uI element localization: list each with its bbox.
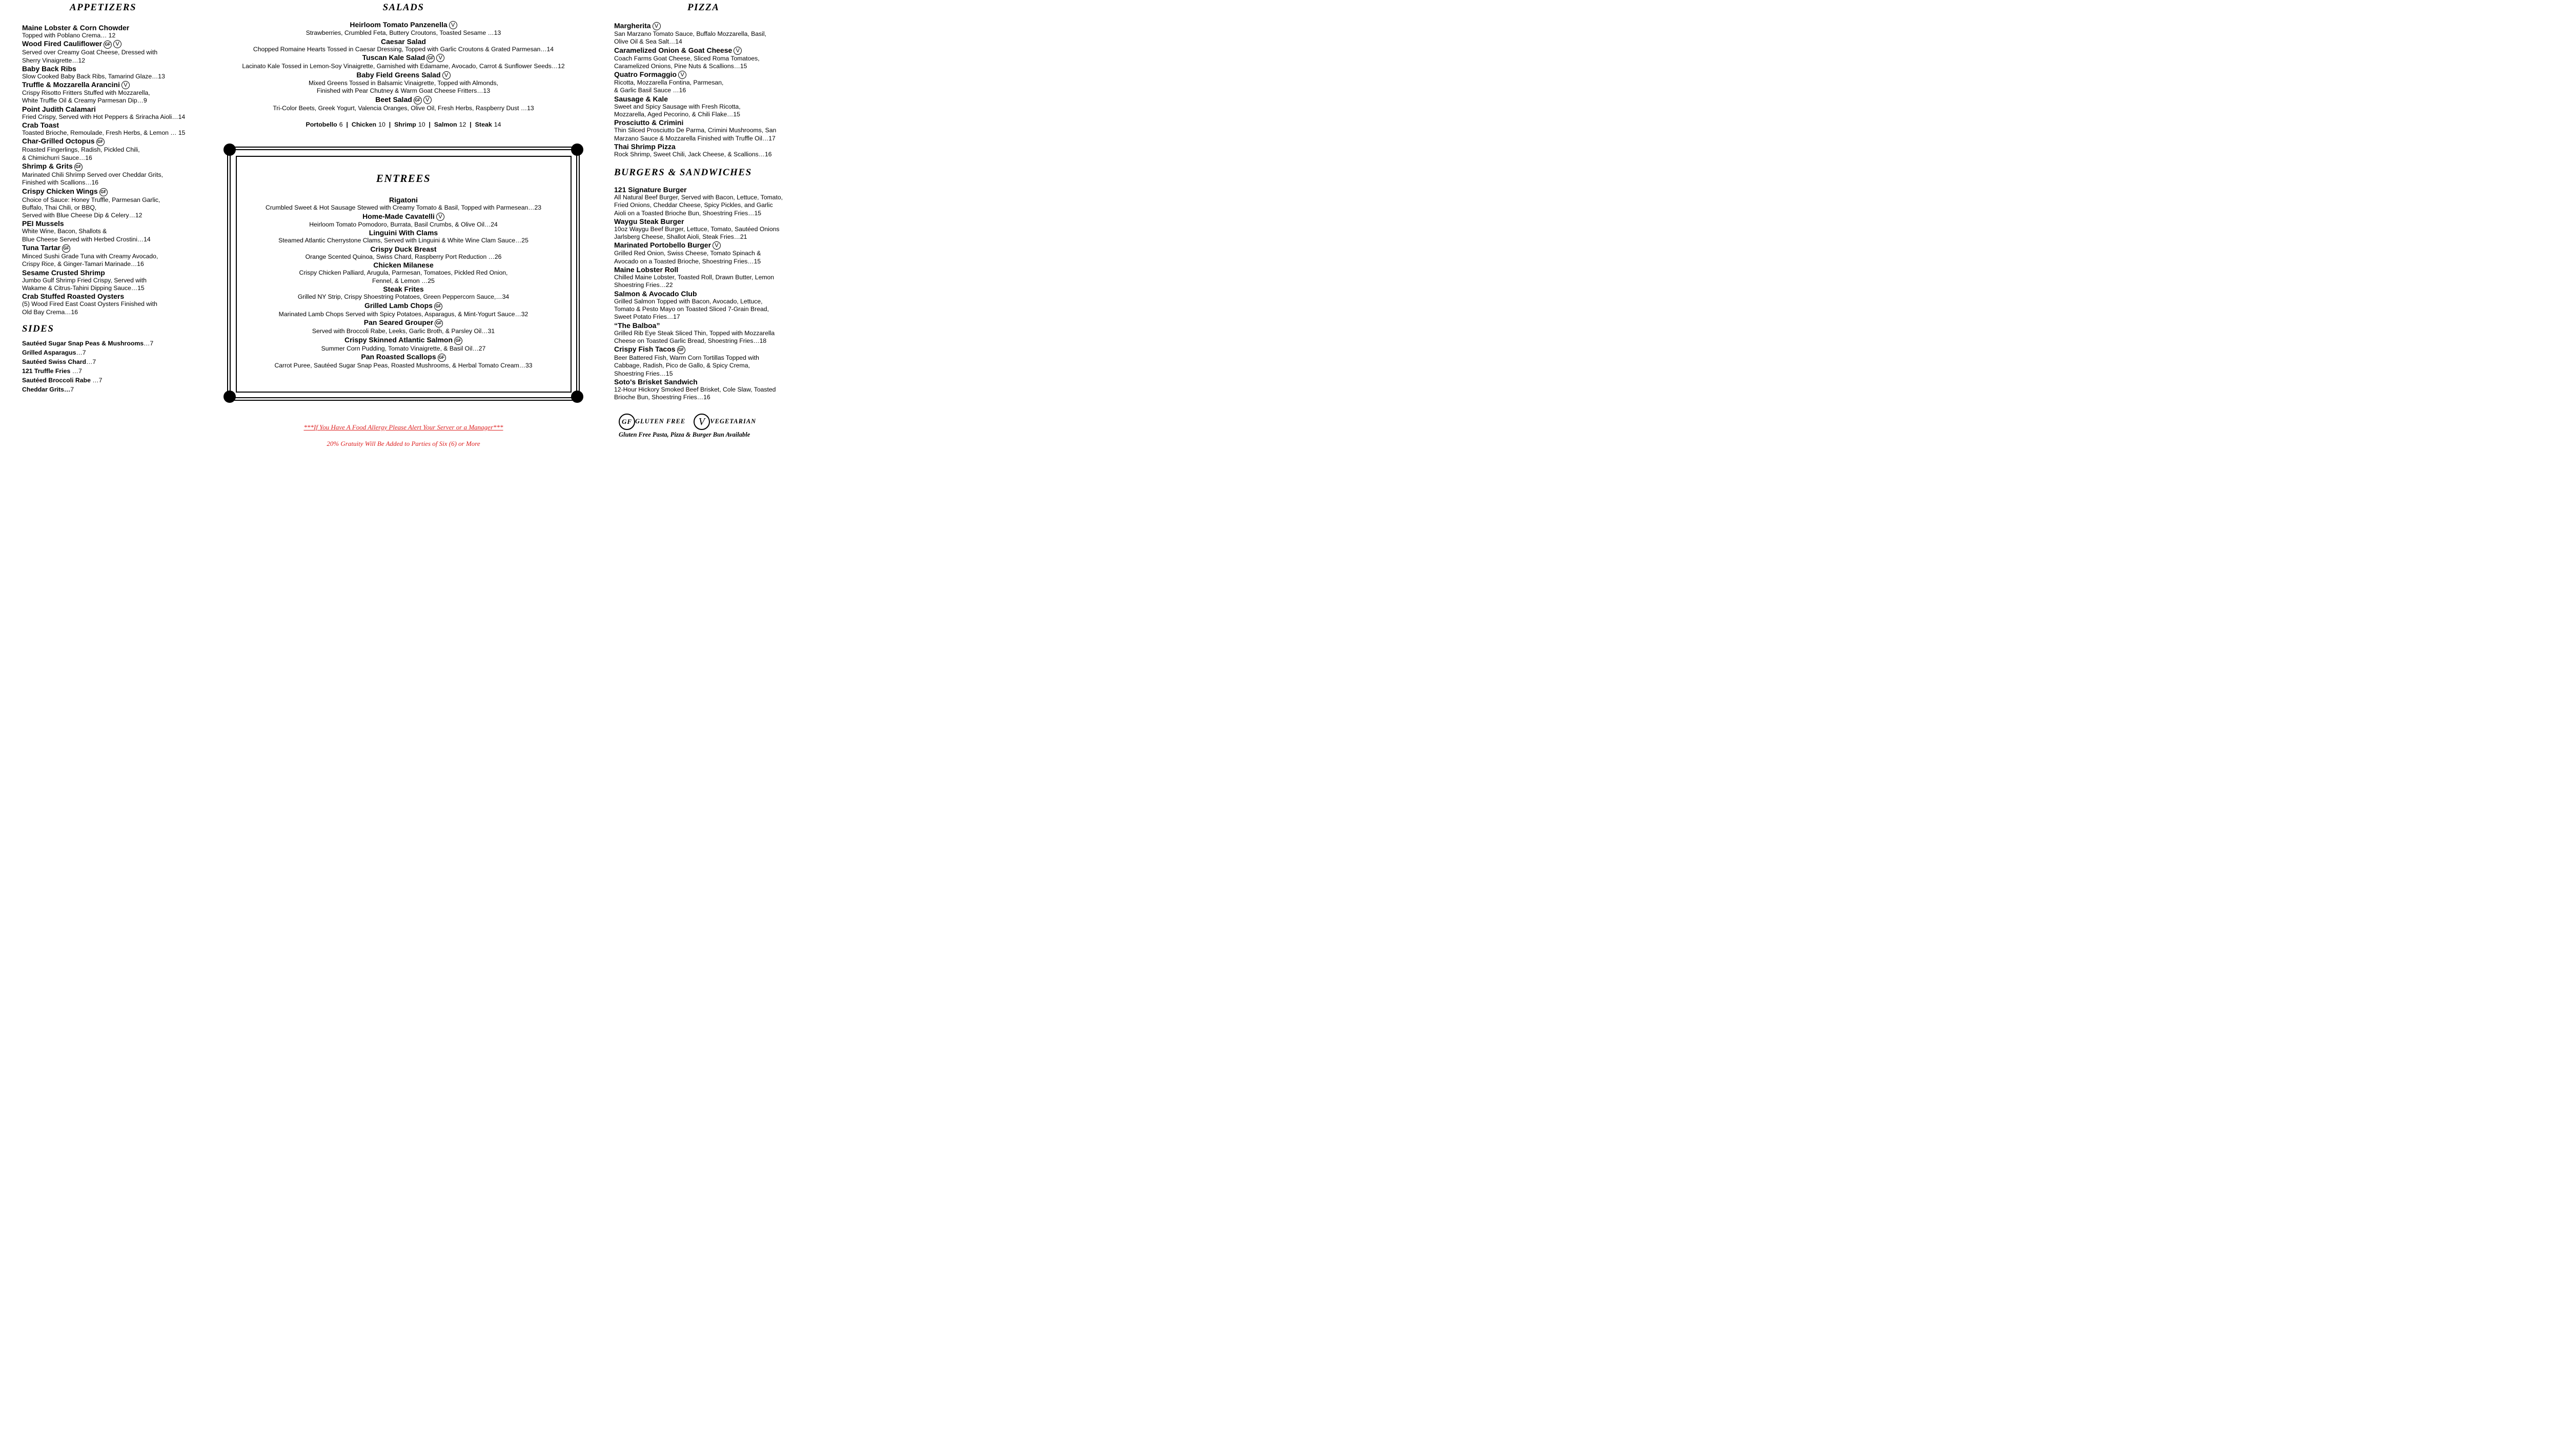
side-item-price: …7	[92, 377, 103, 384]
menu-item	[22, 243, 199, 269]
menu-item-description: Mixed Greens Tossed in Balsamic Vinaigrette, Topped with Almonds, Finished with Pear Chutney & Warm Goat Cheese Fritters…13	[309, 79, 498, 94]
addon-name: Salmon	[434, 121, 457, 128]
menu-item-name: Tuscan Kale Salad	[362, 53, 425, 61]
menu-item-name: Crispy Chicken Wings	[22, 187, 98, 195]
menu-item-description: All Natural Beef Burger, Served with Bacon, Lettuce, Tomato, Fried Onions, Cheddar Cheese, Spicy Pickles, and Garlic Aioli on a Toasted Brioche Bun, Shoestring Fries…15	[614, 194, 783, 217]
menu-item	[227, 285, 580, 301]
menu-item-description: (5) Wood Fired East Coast Oysters Finished with Old Bay Crema…16	[22, 300, 157, 316]
menu-item-name: Wood Fired Cauliflower	[22, 39, 103, 48]
menu-item-name: Caramelized Onion & Goat Cheese	[614, 46, 733, 54]
menu-item-description: Rock Shrimp, Sweet Chili, Jack Cheese, & Scallions…16	[614, 150, 772, 158]
menu-item	[614, 217, 796, 241]
side-item-price: …7	[76, 349, 86, 356]
pizza-list	[614, 22, 796, 158]
menu-item-description: Heirloom Tomato Pomodoro, Burrata, Basil Crumbs, & Olive Oil…24	[309, 220, 498, 228]
vegetarian-icon: V	[442, 71, 451, 79]
vegetarian-icon: V	[678, 71, 686, 79]
pizza-title: PIZZA	[687, 2, 720, 13]
menu-item-description: Beer Battered Fish, Warm Corn Tortillas Topped with Cabbage, Radish, Pico de Gallo, & Spicy Crema, Shoestring Fries…15	[614, 354, 759, 377]
menu-item-description: Choice of Sauce: Honey Truffle, Parmesan Garlic, Buffalo, Thai Chili, or BBQ, Served with Blue Cheese Dip & Celery…12	[22, 196, 160, 219]
menu-item-description: Crumbled Sweet & Hot Sausage Stewed with Creamy Tomato & Basil, Topped with Parmesean…23	[265, 204, 542, 211]
menu-item-name: Rigatoni	[389, 196, 418, 204]
menu-item-description: Marinated Lamb Chops Served with Spicy Potatoes, Asparagus, & Mint-Yogurt Sauce…32	[278, 310, 528, 318]
menu-item-description: Grilled Red Onion, Swiss Cheese, Tomato Spinach & Avocado on a Toasted Brioche, Shoestring Fries…15	[614, 250, 761, 265]
menu-item-name: Crab Stuffed Roasted Oysters	[22, 292, 125, 301]
menu-item-description: 10oz Waygu Beef Burger, Lettuce, Tomato, Sautéed Onions Jarlsberg Cheese, Shallot Aioli, Steak Fries…21	[614, 225, 780, 241]
menu-item-description: Carrot Puree, Sautéed Sugar Snap Peas, Roasted Mushrooms, & Herbal Tomato Cream…33	[274, 362, 533, 369]
menu-item	[614, 46, 796, 71]
frame-corner-ornament	[571, 143, 583, 156]
vegetarian-icon: V	[713, 241, 721, 250]
gluten-free-icon: GF	[438, 354, 446, 362]
menu-item	[614, 241, 796, 265]
menu-item-name: Pan Roasted Scallops	[361, 353, 436, 361]
appetizers-title: APPETIZERS	[70, 2, 137, 13]
menu-item	[227, 229, 580, 245]
side-item-name: Grilled Asparagus	[22, 349, 76, 356]
menu-item-name: Baby Back Ribs	[22, 64, 76, 73]
addon-name: Chicken	[351, 121, 377, 128]
gluten-free-icon: GF	[104, 40, 112, 49]
menu-item-description: Orange Scented Quinoa, Swiss Chard, Raspberry Port Reduction …26	[305, 253, 502, 260]
entrees-list	[227, 196, 580, 370]
addon-separator: |	[466, 121, 475, 128]
salads-title: SALADS	[382, 2, 424, 13]
side-item-price: 7	[70, 386, 74, 393]
gluten-free-icon: GF	[677, 346, 685, 354]
frame-corner-ornament	[223, 391, 236, 403]
menu-item	[614, 70, 796, 95]
menu-item-description: Minced Sushi Grade Tuna with Creamy Avocado, Crispy Rice, & Ginger-Tamari Marinade…16	[22, 253, 158, 268]
menu-item	[227, 245, 580, 261]
menu-item	[614, 186, 796, 217]
burgers-list	[614, 186, 796, 402]
menu-item-name: Chicken Milanese	[373, 261, 434, 269]
menu-item	[614, 118, 796, 142]
salads-list	[226, 20, 581, 112]
menu-item-name: Truffle & Mozzarella Arancini	[22, 80, 120, 89]
menu-item-name: Quatro Formaggio	[614, 70, 677, 79]
menu-item-description: Strawberries, Crumbled Feta, Buttery Croutons, Toasted Sesame …13	[306, 29, 501, 36]
gluten-free-note: Gluten Free Pasta, Pizza & Burger Bun Available	[619, 431, 750, 438]
gluten-free-icon: GF	[426, 54, 435, 63]
menu-item-name: Crab Toast	[22, 121, 59, 130]
vegetarian-icon: V	[423, 96, 432, 104]
menu-item-description: Summer Corn Pudding, Tomato Vinaigrette, & Basil Oil…27	[321, 344, 486, 352]
menu-item-name: Thai Shrimp Pizza	[614, 142, 676, 151]
menu-item-name: Tuna Tartar	[22, 243, 60, 252]
menu-item	[614, 265, 796, 290]
legend	[619, 414, 788, 439]
menu-item	[22, 162, 199, 187]
side-item	[22, 348, 199, 357]
sides-title: SIDES	[22, 323, 54, 334]
addon-name: Shrimp	[394, 121, 416, 128]
burgers-title: BURGERS & SANDWICHES	[614, 167, 752, 178]
gluten-free-icon: GF	[435, 319, 443, 327]
side-item-name: 121 Truffle Fries	[22, 367, 72, 375]
appetizers-list	[22, 24, 199, 316]
gluten-free-icon: GF	[74, 163, 83, 171]
menu-item	[614, 95, 796, 119]
side-item-price: …7	[144, 340, 154, 347]
menu-item-name: PEI Mussels	[22, 219, 64, 228]
menu-item-description: Crispy Risotto Fritters Stuffed with Mozzarella, White Truffle Oil & Creamy Parmesan Dip…9	[22, 89, 150, 105]
menu-item-name: Caesar Salad	[381, 37, 426, 46]
vegetarian-icon: V	[121, 81, 130, 89]
menu-item-description: Ricotta, Mozzarella Fontina, Parmesan, & Garlic Basil Sauce …16	[614, 79, 724, 94]
addon-price: 12	[459, 121, 466, 128]
addon-separator: |	[425, 121, 434, 128]
menu-item-description: Served with Broccoli Rabe, Leeks, Garlic Broth, & Parsley Oil…31	[312, 327, 495, 335]
menu-item-name: Beet Salad	[375, 95, 412, 104]
menu-item	[226, 95, 581, 113]
menu-item-name: Grilled Lamb Chops	[364, 301, 433, 310]
menu-item	[226, 37, 581, 54]
menu-item-name: Prosciutto & Crimini	[614, 118, 684, 127]
menu-item-description: Toasted Brioche, Remoulade, Fresh Herbs, & Lemon … 15	[22, 129, 186, 137]
menu-item	[22, 121, 199, 137]
gluten-free-icon: GF	[99, 188, 108, 196]
menu-item	[227, 261, 580, 285]
menu-item-description: Crispy Chicken Palliard, Arugula, Parmesan, Tomatoes, Pickled Red Onion, Fennel, & Lemon …25	[299, 269, 508, 284]
menu-item-description: 12-Hour Hickory Smoked Beef Brisket, Cole Slaw, Toasted Brioche Bun, Shoestring Fries…16	[614, 386, 776, 401]
menu-item	[22, 80, 199, 105]
menu-item-description: Chopped Romaine Hearts Tossed in Caesar Dressing, Topped with Garlic Croutons & Grated Parmesan…14	[253, 45, 554, 53]
menu-item	[227, 336, 580, 353]
menu-item-name: Baby Field Greens Salad	[356, 70, 441, 79]
menu-item	[614, 290, 796, 321]
gluten-free-label: GLUTEN FREE	[635, 417, 686, 425]
addon-separator: |	[385, 121, 395, 128]
side-item-name: Sautéed Sugar Snap Peas & Mushrooms	[22, 340, 144, 347]
vegetarian-icon: V	[113, 40, 121, 48]
menu-item-description: Topped with Poblano Crema… 12	[22, 32, 116, 39]
menu-item-description: Tri-Color Beets, Greek Yogurt, Valencia Oranges, Olive Oil, Fresh Herbs, Raspberry Dust …13	[273, 104, 534, 112]
menu-item-name: Sausage & Kale	[614, 94, 668, 103]
menu-item-description: White Wine, Bacon, Shallots & Blue Cheese Served with Herbed Crostini…14	[22, 228, 151, 243]
addon-name: Portobello	[306, 121, 337, 128]
side-item-name: Sautéed Swiss Chard	[22, 358, 87, 365]
menu-item	[614, 321, 796, 345]
addon-name: Steak	[475, 121, 492, 128]
vegetarian-icon: V	[734, 47, 742, 55]
salad-addons	[226, 121, 581, 128]
addon-price: 14	[494, 121, 501, 128]
menu-item	[22, 292, 199, 316]
gluten-free-icon: GF	[96, 138, 105, 146]
addon-price: 10	[418, 121, 425, 128]
menu-item-name: Heirloom Tomato Panzenella	[350, 20, 447, 29]
frame-corner-ornament	[223, 143, 236, 156]
menu-item	[227, 196, 580, 212]
menu-item-name: Maine Lobster Roll	[614, 265, 679, 274]
vegetarian-icon: V	[449, 21, 457, 29]
menu-item	[226, 71, 581, 95]
menu-item-name: Crispy Fish Tacos	[614, 345, 676, 354]
menu-item	[227, 212, 580, 229]
menu-item	[226, 20, 581, 37]
vegetarian-icon: V	[694, 414, 710, 430]
gluten-free-icon: GF	[454, 337, 462, 345]
menu-item-description: Grilled Salmon Topped with Bacon, Avocado, Lettuce, Tomato & Pesto Mayo on Toasted Sliced 7-Grain Bread, Sweet Potato Fries…17	[614, 297, 769, 321]
sides-list	[22, 339, 199, 394]
menu-item-description: Grilled NY Strip, Crispy Shoestring Potatoes, Green Peppercorn Sauce,…34	[297, 293, 510, 300]
menu-item	[22, 219, 199, 243]
addon-price: 6	[339, 121, 343, 128]
addon-separator: |	[342, 121, 352, 128]
gratuity-notice: 20% Gratuity Will Be Added to Parties of Six (6) or More	[327, 440, 480, 447]
menu-item-description: Coach Farms Goat Cheese, Sliced Roma Tomatoes, Caramelized Onions, Pine Nuts & Scallions…15	[614, 54, 760, 70]
menu-item	[22, 105, 199, 121]
gluten-free-icon: GF	[414, 96, 422, 105]
vegetarian-icon: V	[436, 54, 444, 62]
menu-item-description: Roasted Fingerlings, Radish, Pickled Chili, & Chimichurri Sauce…16	[22, 146, 140, 161]
side-item	[22, 376, 199, 385]
menu-item-description: Served over Creamy Goat Cheese, Dressed with Sherry Vinaigrette…12	[22, 49, 158, 64]
menu-item-description: Sweet and Spicy Sausage with Fresh Ricotta, Mozzarella, Aged Pecorino, & Chili Flake…15	[614, 102, 741, 118]
menu-item	[614, 345, 796, 378]
menu-item-name: Waygu Steak Burger	[614, 217, 684, 225]
menu-item-name: Home-Made Cavatelli	[362, 212, 435, 220]
menu-item-name: Linguini With Clams	[369, 229, 438, 237]
frame-corner-ornament	[571, 391, 583, 403]
menu-item	[22, 269, 199, 293]
menu-item-name: Soto's Brisket Sandwich	[614, 378, 698, 386]
vegetarian-label: VEGETARIAN	[710, 417, 757, 425]
addon-price: 10	[378, 121, 385, 128]
menu-item	[227, 353, 580, 370]
vegetarian-icon: V	[653, 22, 661, 30]
gluten-free-icon: GF	[619, 414, 635, 430]
vegetarian-icon: V	[436, 213, 444, 221]
menu-item-name: Marinated Portobello Burger	[614, 241, 711, 250]
menu-item-description: Marinated Chili Shrimp Served over Cheddar Grits, Finished with Scallions…16	[22, 171, 164, 187]
gluten-free-icon: GF	[62, 244, 70, 253]
menu-item	[22, 137, 199, 162]
menu-item	[614, 22, 796, 46]
menu-item	[226, 53, 581, 71]
menu-item	[227, 301, 580, 319]
menu-item-description: Fried Crispy, Served with Hot Peppers & Sriracha Aioli…14	[22, 113, 186, 120]
allergy-notice: ***If You Have A Food Allergy Please Alert Your Server or a Manager***	[303, 423, 503, 431]
side-item-name: Sautéed Broccoli Rabe	[22, 377, 93, 384]
menu-item	[22, 24, 199, 39]
menu-item-description: Thin Sliced Prosciutto De Parma, Crimini Mushrooms, San Marzano Sauce & Mozzarella Finished with Truffle Oil…17	[614, 127, 777, 142]
menu-item	[22, 187, 199, 220]
side-item	[22, 339, 199, 348]
menu-item-name: Margherita	[614, 22, 651, 30]
menu-item	[614, 142, 796, 158]
menu-item-name: Maine Lobster & Corn Chowder	[22, 24, 130, 32]
menu-item-name: Sesame Crusted Shrimp	[22, 268, 105, 277]
menu-item-name: Shrimp & Grits	[22, 161, 73, 170]
side-item	[22, 385, 199, 394]
side-item-price: …7	[72, 367, 82, 375]
menu-item	[22, 65, 199, 80]
menu-item-name: “The Balboa”	[614, 321, 660, 330]
side-item-name: Cheddar Grits…	[22, 386, 71, 393]
menu-item	[227, 318, 580, 336]
menu-item-description: Lacinato Kale Tossed in Lemon-Soy Vinaigrette, Garnished with Edamame, Avocado, Carrot & Sunflower Seeds…12	[242, 63, 565, 70]
menu-item-description: Jumbo Gulf Shrimp Fried Crispy, Served with Wakame & Citrus-Tahini Dipping Sauce…15	[22, 276, 147, 292]
menu-item-name: Crispy Duck Breast	[370, 244, 437, 253]
menu-item	[22, 39, 199, 65]
menu-item-description: Steamed Atlantic Cherrystone Clams, Served with Linguini & White Wine Clam Sauce…25	[278, 237, 528, 244]
menu-item-description: Grilled Rib Eye Steak Sliced Thin, Topped with Mozzarella Cheese on Toasted Garlic Bread, Shoestring Fries…18	[614, 329, 775, 344]
entrees-title: ENTREES	[376, 172, 431, 184]
menu-item-description: Slow Cooked Baby Back Ribs, Tamarind Glaze…13	[22, 72, 165, 80]
menu-item-name: 121 Signature Burger	[614, 186, 687, 194]
menu-item-name: Steak Frites	[383, 285, 424, 293]
menu-item	[614, 378, 796, 402]
side-item	[22, 357, 199, 366]
gluten-free-icon: GF	[434, 302, 442, 311]
side-item-price: …7	[86, 358, 96, 365]
menu-item-name: Crispy Skinned Atlantic Salmon	[344, 335, 453, 344]
side-item	[22, 366, 199, 376]
menu-item-name: Salmon & Avocado Club	[614, 289, 697, 298]
menu-item-name: Point Judith Calamari	[22, 105, 96, 113]
menu-item-description: Chilled Maine Lobster, Toasted Roll, Drawn Butter, Lemon Shoestring Fries…22	[614, 274, 775, 289]
menu-item-description: San Marzano Tomato Sauce, Buffalo Mozzarella, Basil, Olive Oil & Sea Salt…14	[614, 30, 766, 46]
menu-item-name: Pan Seared Grouper	[363, 318, 434, 326]
menu-item-name: Char-Grilled Octopus	[22, 137, 95, 146]
